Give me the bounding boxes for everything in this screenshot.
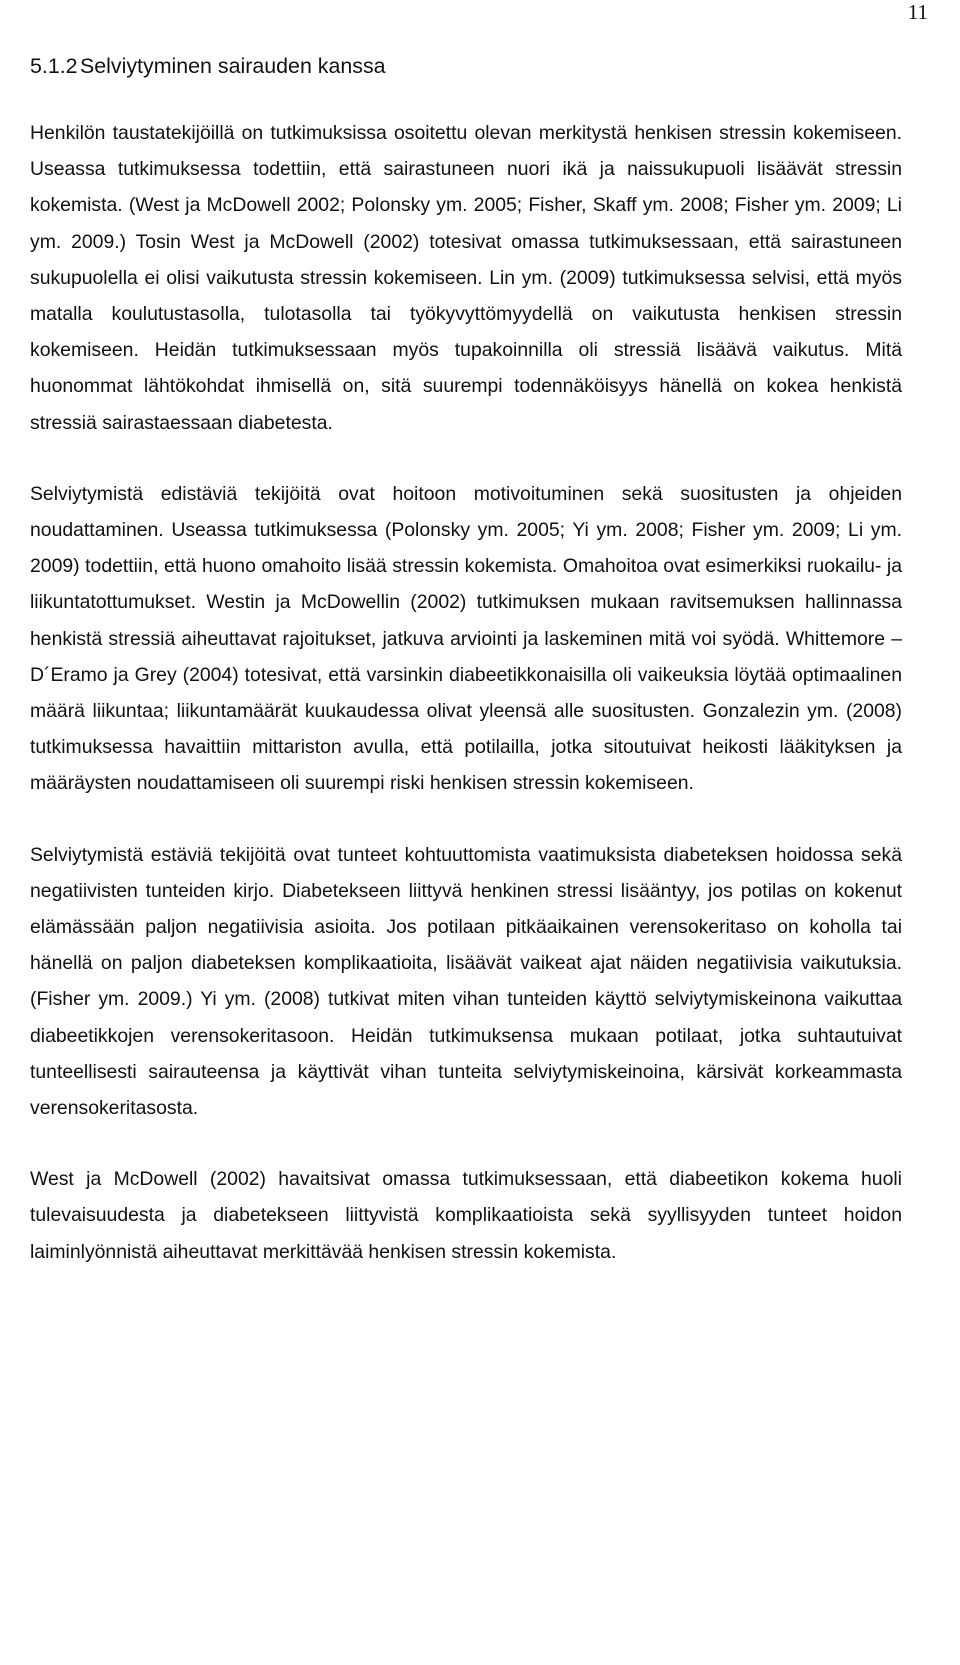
page-number: 11 [907,0,928,24]
section-heading [30,44,902,88]
paragraph-future-worry: West ja McDowell (2002) havaitsivat omassa tutkimuksessaan, että diabeetikon kokema huoli tulevaisuudesta ja diabetekseen liittyvistä komplikaatioista sekä syyllisyyden tunteet hoidon laiminlyönnistä aiheuttavat merkittävää henkisen stressin kokemista. [30,1168,902,1263]
document-body [30,44,902,1305]
section-title: Selviytyminen sairauden kanssa [80,54,386,78]
paragraph-promoting-factors: Selviytymistä edistäviä tekijöitä ovat hoitoon motivoituminen sekä suositusten ja ohjeiden noudattaminen. Useassa tutkimuksessa (Polonsky ym. 2005; Yi ym. 2008; Fisher ym. 2009; Li ym. 2009) todettiin, että huono omahoito lisää stressin kokemista. Omahoitoa ovat esimerkiksi ruokailu- ja liikuntatottumukset. Westin ja McDowellin (2002) tutkimuksen mukaan ravitsemuksen hallinnassa henkistä stressiä aiheuttavat rajoitukset, jatkuva arviointi ja laskeminen mitä voi syödä. Whittemore – D´Eramo ja Grey (2004) totesivat, että varsinkin diabeetikkonaisilla oli vaikeuksia löytää optimaalinen määrä liikuntaa; liikuntamäärät kuukaudessa olivat yleensä alle suositusten. Gonzalezin ym. (2008) tutkimuksessa havaittiin mittariston avulla, että potilailla, jotka sitoutuivat heikosti lääkityksen ja määräysten noudattamiseen oli suurempi riski henkisen stressin kokemiseen. [30,482,902,795]
paragraph-background-factors: Henkilön taustatekijöillä on tutkimuksissa osoitettu olevan merkitystä henkisen stressin kokemiseen. Useassa tutkimuksessa todettiin, että sairastuneen nuori ikä ja naissukupuoli lisäävät stressin kokemista. (West ja McDowell 2002; Polonsky ym. 2005; Fisher, Skaff ym. 2008; Fisher ym. 2009; Li ym. 2009.) Tosin West ja McDowell (2002) totesivat omassa tutkimuksessaan, että sairastuneen sukupuolella ei olisi vaikutusta stressin kokemiseen. Lin ym. (2009) tutkimuksessa selvisi, että myös matalla koulutustasolla, tulotasolla tai työkyvyttömyydellä on vaikutusta henkisen stressin kokemiseen. Heidän tutkimuksessaan myös tupakoinnilla oli stressiä lisäävä vaikutus. Mitä huonommat lähtökohdat ihmisellä on, sitä suurempi todennäköisyys hänellä on kokea henkistä stressiä sairastaessaan diabetesta. [30,122,902,434]
section-number: 5.1.2 [30,54,78,78]
paragraph-hindering-factors: Selviytymistä estäviä tekijöitä ovat tunteet kohtuuttomista vaatimuksista diabeteksen hoidossa sekä negatiivisten tunteiden kirjo. Diabetekseen liittyvä henkinen stressi lisääntyy, jos potilas on kokenut elämässään paljon negatiivisia asioita. Jos potilaan pitkäaikainen verensokeritaso on koholla tai hänellä on paljon diabeteksen komplikaatioita, lisäävät vaikeat ajat näiden negatiivisia vaikutuksia. (Fisher ym. 2009.) Yi ym. (2008) tutkivat miten vihan tunteiden käyttö selviytymiskeinona vaikuttaa diabeetikkojen verensokeritasoon. Heidän tutkimuksensa mukaan potilaat, jotka suhtautuivat tunteellisesti sairauteensa ja käyttivät vihan tunteita selviytymiskeinoina, kärsivät korkeammasta verensokeritasosta. [30,843,902,1120]
